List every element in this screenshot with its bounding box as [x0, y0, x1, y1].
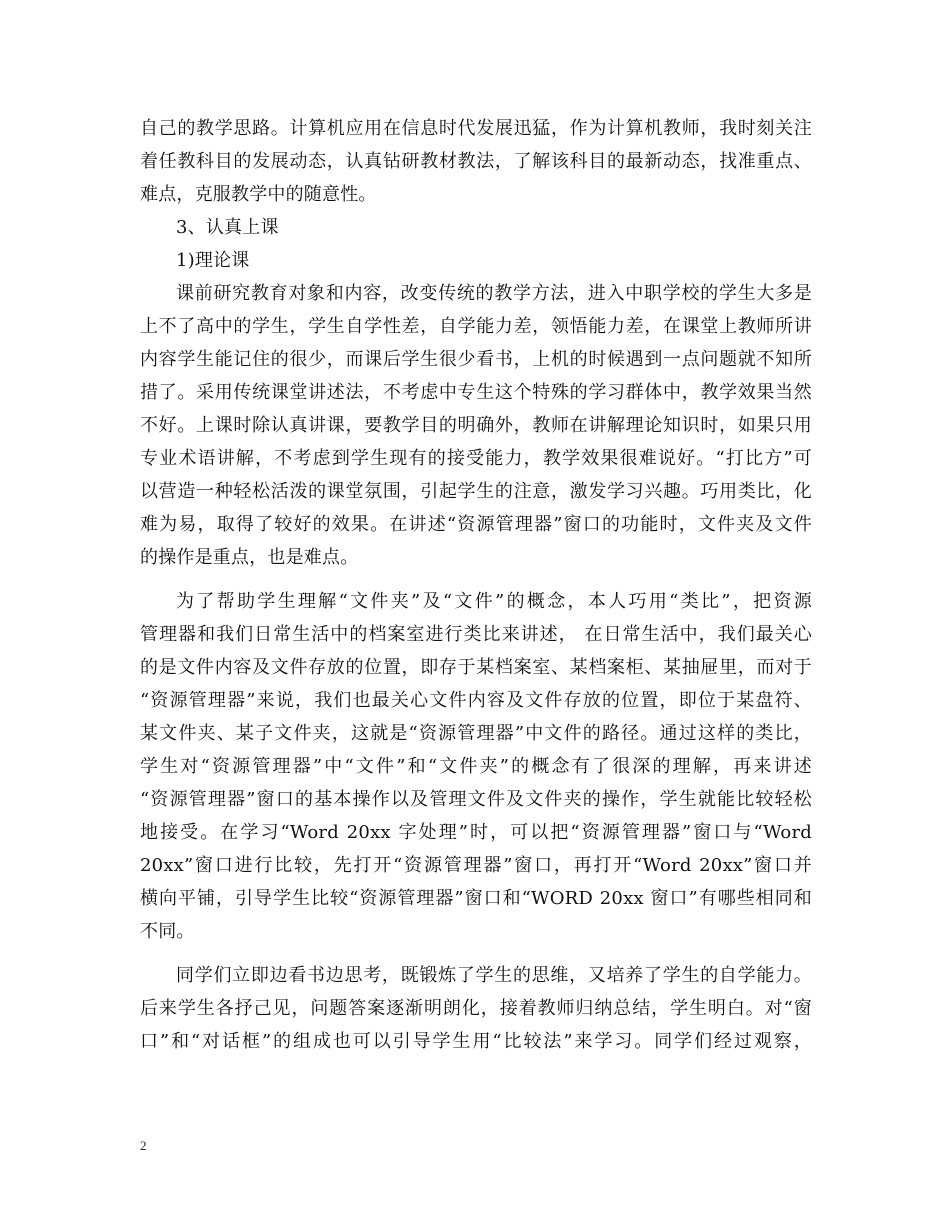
text-line: 口”和“对话框”的组成也可以引导学生用“比较法”来学习。同学们经过观察，	[140, 1031, 812, 1052]
text-line: 20xx”窗口进行比较，先打开“资源管理器”窗口，再打开“Word 20xx”窗口并	[140, 855, 812, 876]
page-number: 2	[140, 1138, 147, 1153]
subsection-heading	[140, 244, 812, 277]
text-line: 课前研究教育对象和内容，改变传统的教学方法，进入中职学校的学生大多是	[176, 283, 812, 304]
text-line: 管理器和我们日常生活中的档案室进行类比来讲述， 在日常生活中，我们最关心	[140, 624, 812, 645]
text-line: “资源管理器”来说，我们也最关心文件内容及文件存放的位置，即位于某盘符、	[140, 690, 812, 711]
paragraph	[140, 585, 812, 948]
text-line: 专业术语讲解，不考虑到学生现有的接受能力，教学效果很难说好。“打比方”可	[140, 448, 812, 469]
text-line: 不好。上课时除认真讲课，要教学目的明确外，教师在讲解理论知识时，如果只用	[140, 415, 812, 436]
heading-text: 1)理论课	[176, 250, 250, 271]
text-line: 学生对“资源管理器”中“文件”和“文件夹”的概念有了很深的理解，再来讲述	[140, 756, 812, 777]
paragraph	[140, 959, 812, 1058]
paragraph	[140, 277, 812, 574]
text-line: 措了。采用传统课堂讲述法，不考虑中专生这个特殊的学习群体中，教学效果当然	[140, 382, 812, 403]
section-heading	[140, 211, 812, 244]
paragraph	[140, 112, 812, 211]
text-line: 难为易，取得了较好的效果。在讲述“资源管理器”窗口的功能时，文件夹及文件	[140, 514, 812, 535]
text-line: 地接受。在学习“Word 20xx 字处理”时，可以把“资源管理器”窗口与“Word	[140, 822, 812, 843]
text-line: 不同。	[140, 921, 195, 942]
paragraph-spacer	[140, 948, 812, 959]
text-line: “资源管理器”窗口的基本操作以及管理文件及文件夹的操作，学生就能比较轻松	[140, 789, 812, 810]
text-line: 为了帮助学生理解“文件夹”及“文件”的概念，本人巧用“类比”，把资源	[176, 591, 812, 612]
text-line: 以营造一种轻松活泼的课堂氛围，引起学生的注意，激发学习兴趣。巧用类比，化	[140, 481, 812, 502]
document-body	[140, 112, 812, 1058]
paragraph-spacer	[140, 574, 812, 585]
heading-text: 3、认真上课	[176, 217, 279, 238]
text-line: 上不了高中的学生，学生自学性差，自学能力差，领悟能力差，在课堂上教师所讲	[140, 316, 812, 337]
text-line: 横向平铺，引导学生比较“资源管理器”窗口和“WORD 20xx 窗口”有哪些相同和	[140, 888, 812, 909]
text-line: 的是文件内容及文件存放的位置，即存于某档案室、某档案柜、某抽屉里，而对于	[140, 657, 812, 678]
text-line: 后来学生各抒己见，问题答案逐渐明朗化，接着教师归纳总结，学生明白。对“窗	[140, 998, 812, 1019]
text-line: 内容学生能记住的很少，而课后学生很少看书，上机的时候遇到一点问题就不知所	[140, 349, 812, 370]
text-line: 的操作是重点，也是难点。	[140, 547, 359, 568]
text-line: 自己的教学思路。计算机应用在信息时代发展迅猛，作为计算机教师，我时刻关注	[140, 118, 812, 139]
text-line: 某文件夹、某子文件夹，这就是“资源管理器”中文件的路径。通过这样的类比，	[140, 723, 812, 744]
text-line: 难点，克服教学中的随意性。	[140, 184, 377, 205]
text-line: 同学们立即边看书边思考，既锻炼了学生的思维，又培养了学生的自学能力。	[176, 965, 812, 986]
text-line: 着任教科目的发展动态，认真钻研教材教法，了解该科目的最新动态，找准重点、	[140, 151, 812, 172]
